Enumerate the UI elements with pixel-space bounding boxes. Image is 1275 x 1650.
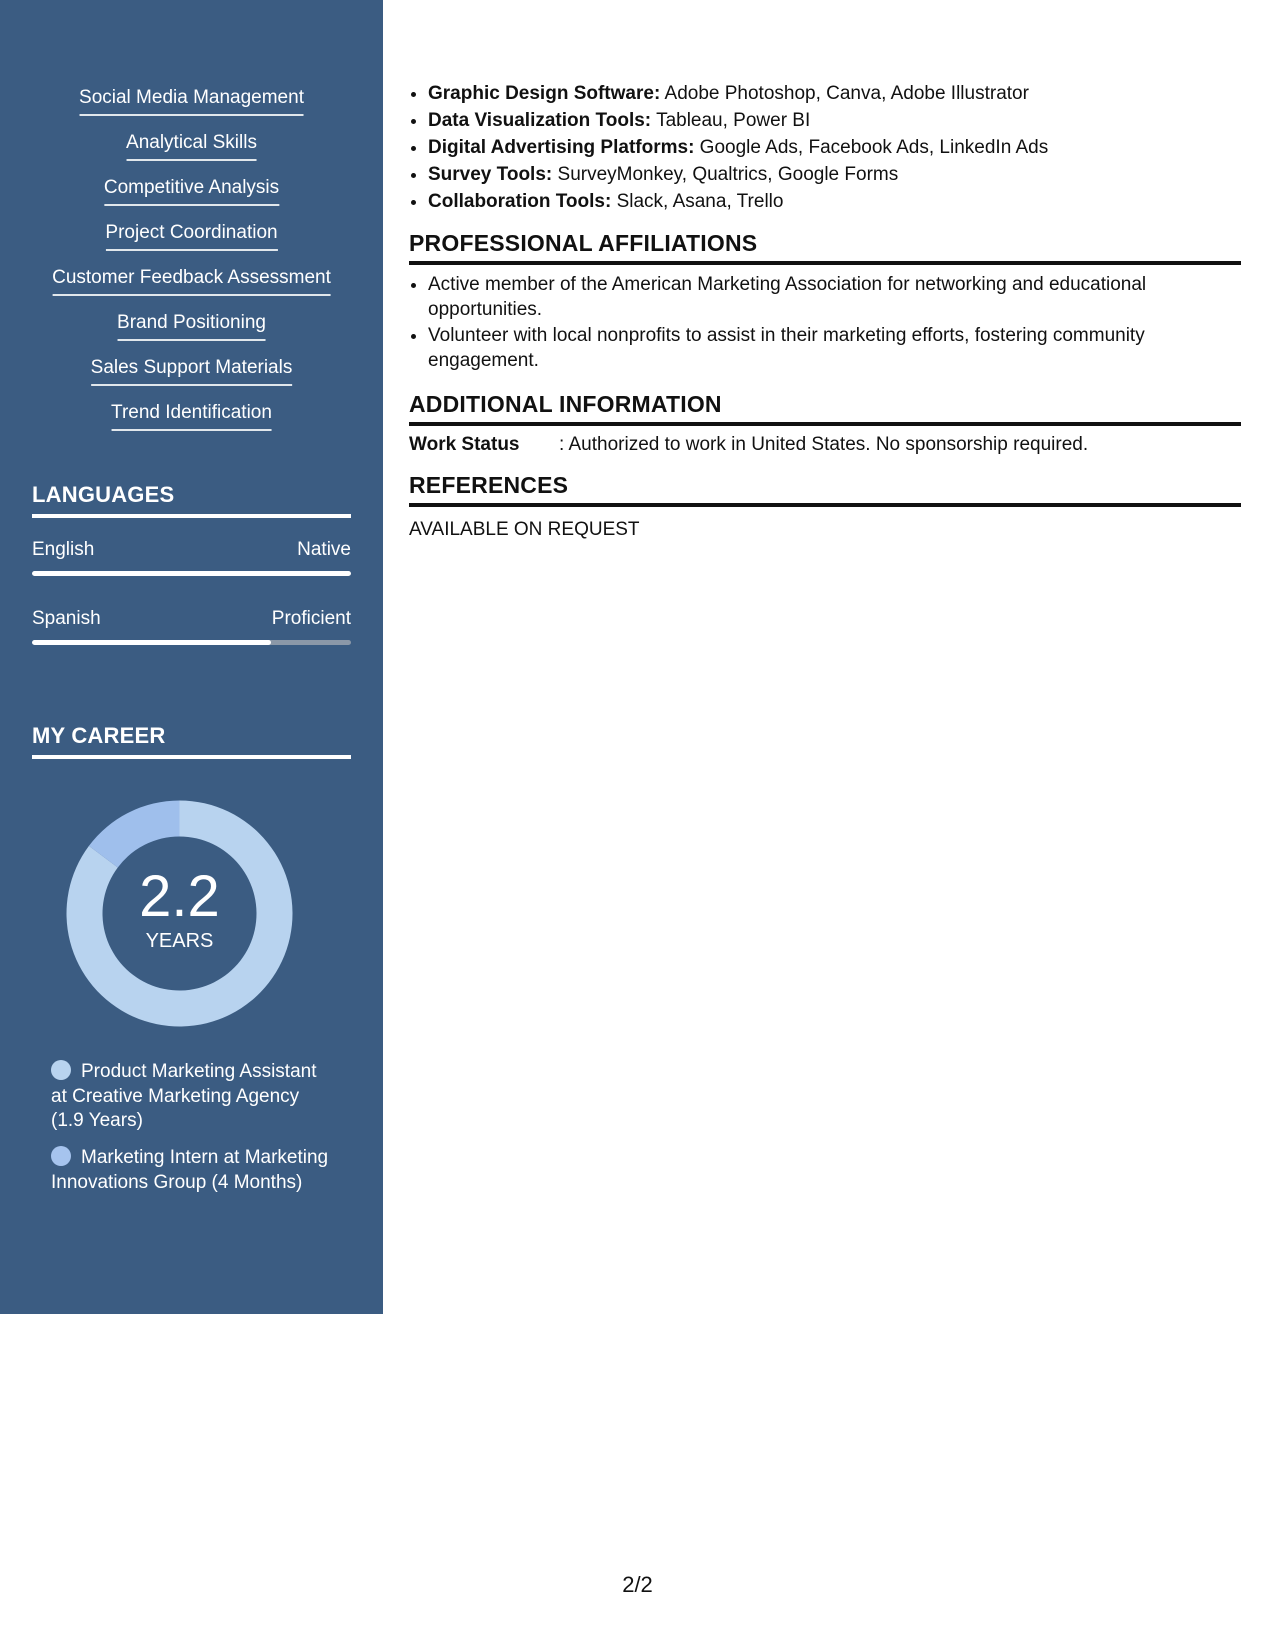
affiliation-item: • Active member of the American Marketing Association for networking and educational opportunities. (428, 273, 1241, 322)
career-heading: MY CAREER (32, 723, 351, 759)
work-status-label: Work Status (409, 434, 520, 455)
tool-label: Survey Tools: (428, 164, 553, 185)
language-level: Native (297, 539, 351, 560)
affiliations-list (409, 273, 1241, 375)
skill-item: Project Coordination (105, 221, 277, 251)
language-row-spanish (32, 608, 351, 630)
career-item-text: Product Marketing Assistant at Creative Marketing Agency (1.9 Years) (51, 1061, 317, 1131)
tool-value: SurveyMonkey, Qualtrics, Google Forms (557, 164, 899, 185)
tool-label: Data Visualization Tools: (428, 110, 652, 131)
languages-heading: LANGUAGES (32, 482, 351, 518)
career-total-unit: YEARS (145, 930, 214, 952)
skill-item: Brand Positioning (117, 311, 266, 341)
tool-label: Graphic Design Software: (428, 83, 661, 104)
tool-item (428, 107, 1241, 134)
skill-item: Trend Identification (111, 401, 272, 431)
affiliation-item: • Volunteer with local nonprofits to assist in their marketing efforts, fostering community engagement. (428, 324, 1241, 373)
career-dot-icon (51, 1060, 71, 1080)
tool-value: Adobe Photoshop, Canva, Adobe Illustrator (664, 83, 1029, 104)
sidebar (0, 0, 383, 1314)
skill-item: Competitive Analysis (104, 176, 279, 206)
tool-value: Tableau, Power BI (656, 110, 811, 131)
additional-info-heading: ADDITIONAL INFORMATION (409, 391, 1241, 426)
skill-item: Customer Feedback Assessment (52, 266, 331, 296)
career-donut-center (66, 800, 293, 1027)
career-dot-icon (51, 1146, 71, 1166)
language-name: Spanish (32, 608, 101, 629)
work-status-value: : Authorized to work in United States. No sponsorship required. (559, 434, 1089, 455)
language-row-english (32, 539, 351, 561)
tool-item (428, 188, 1241, 215)
career-item-text: Marketing Intern at Marketing Innovations Group (4 Months) (51, 1147, 329, 1193)
tool-value: Slack, Asana, Trello (616, 191, 784, 212)
tool-item (428, 80, 1241, 107)
affiliations-heading: PROFESSIONAL AFFILIATIONS (409, 230, 1241, 265)
tool-label: Collaboration Tools: (428, 191, 612, 212)
career-donut-chart (66, 800, 293, 1027)
references-text: AVAILABLE ON REQUEST (409, 519, 640, 540)
language-bar-fill (32, 640, 271, 645)
career-total-years: 2.2 (139, 864, 220, 929)
tool-item (428, 134, 1241, 161)
skill-item: Sales Support Materials (91, 356, 293, 386)
tool-label: Digital Advertising Platforms: (428, 137, 695, 158)
skill-item: Social Media Management (79, 86, 304, 116)
page-number: 2/2 (622, 1572, 653, 1597)
career-item (51, 1060, 336, 1134)
career-item (51, 1146, 336, 1195)
language-bar-english (32, 571, 351, 576)
language-level: Proficient (271, 608, 351, 629)
language-bar-fill (32, 571, 351, 576)
tool-item (428, 161, 1241, 188)
skill-item: Analytical Skills (126, 131, 257, 161)
tools-list (409, 80, 1241, 215)
tool-value: Google Ads, Facebook Ads, LinkedIn Ads (699, 137, 1049, 158)
references-heading: REFERENCES (409, 472, 1241, 507)
language-name: English (32, 539, 95, 560)
language-bar-spanish (32, 640, 351, 645)
work-status-row (409, 433, 1241, 457)
